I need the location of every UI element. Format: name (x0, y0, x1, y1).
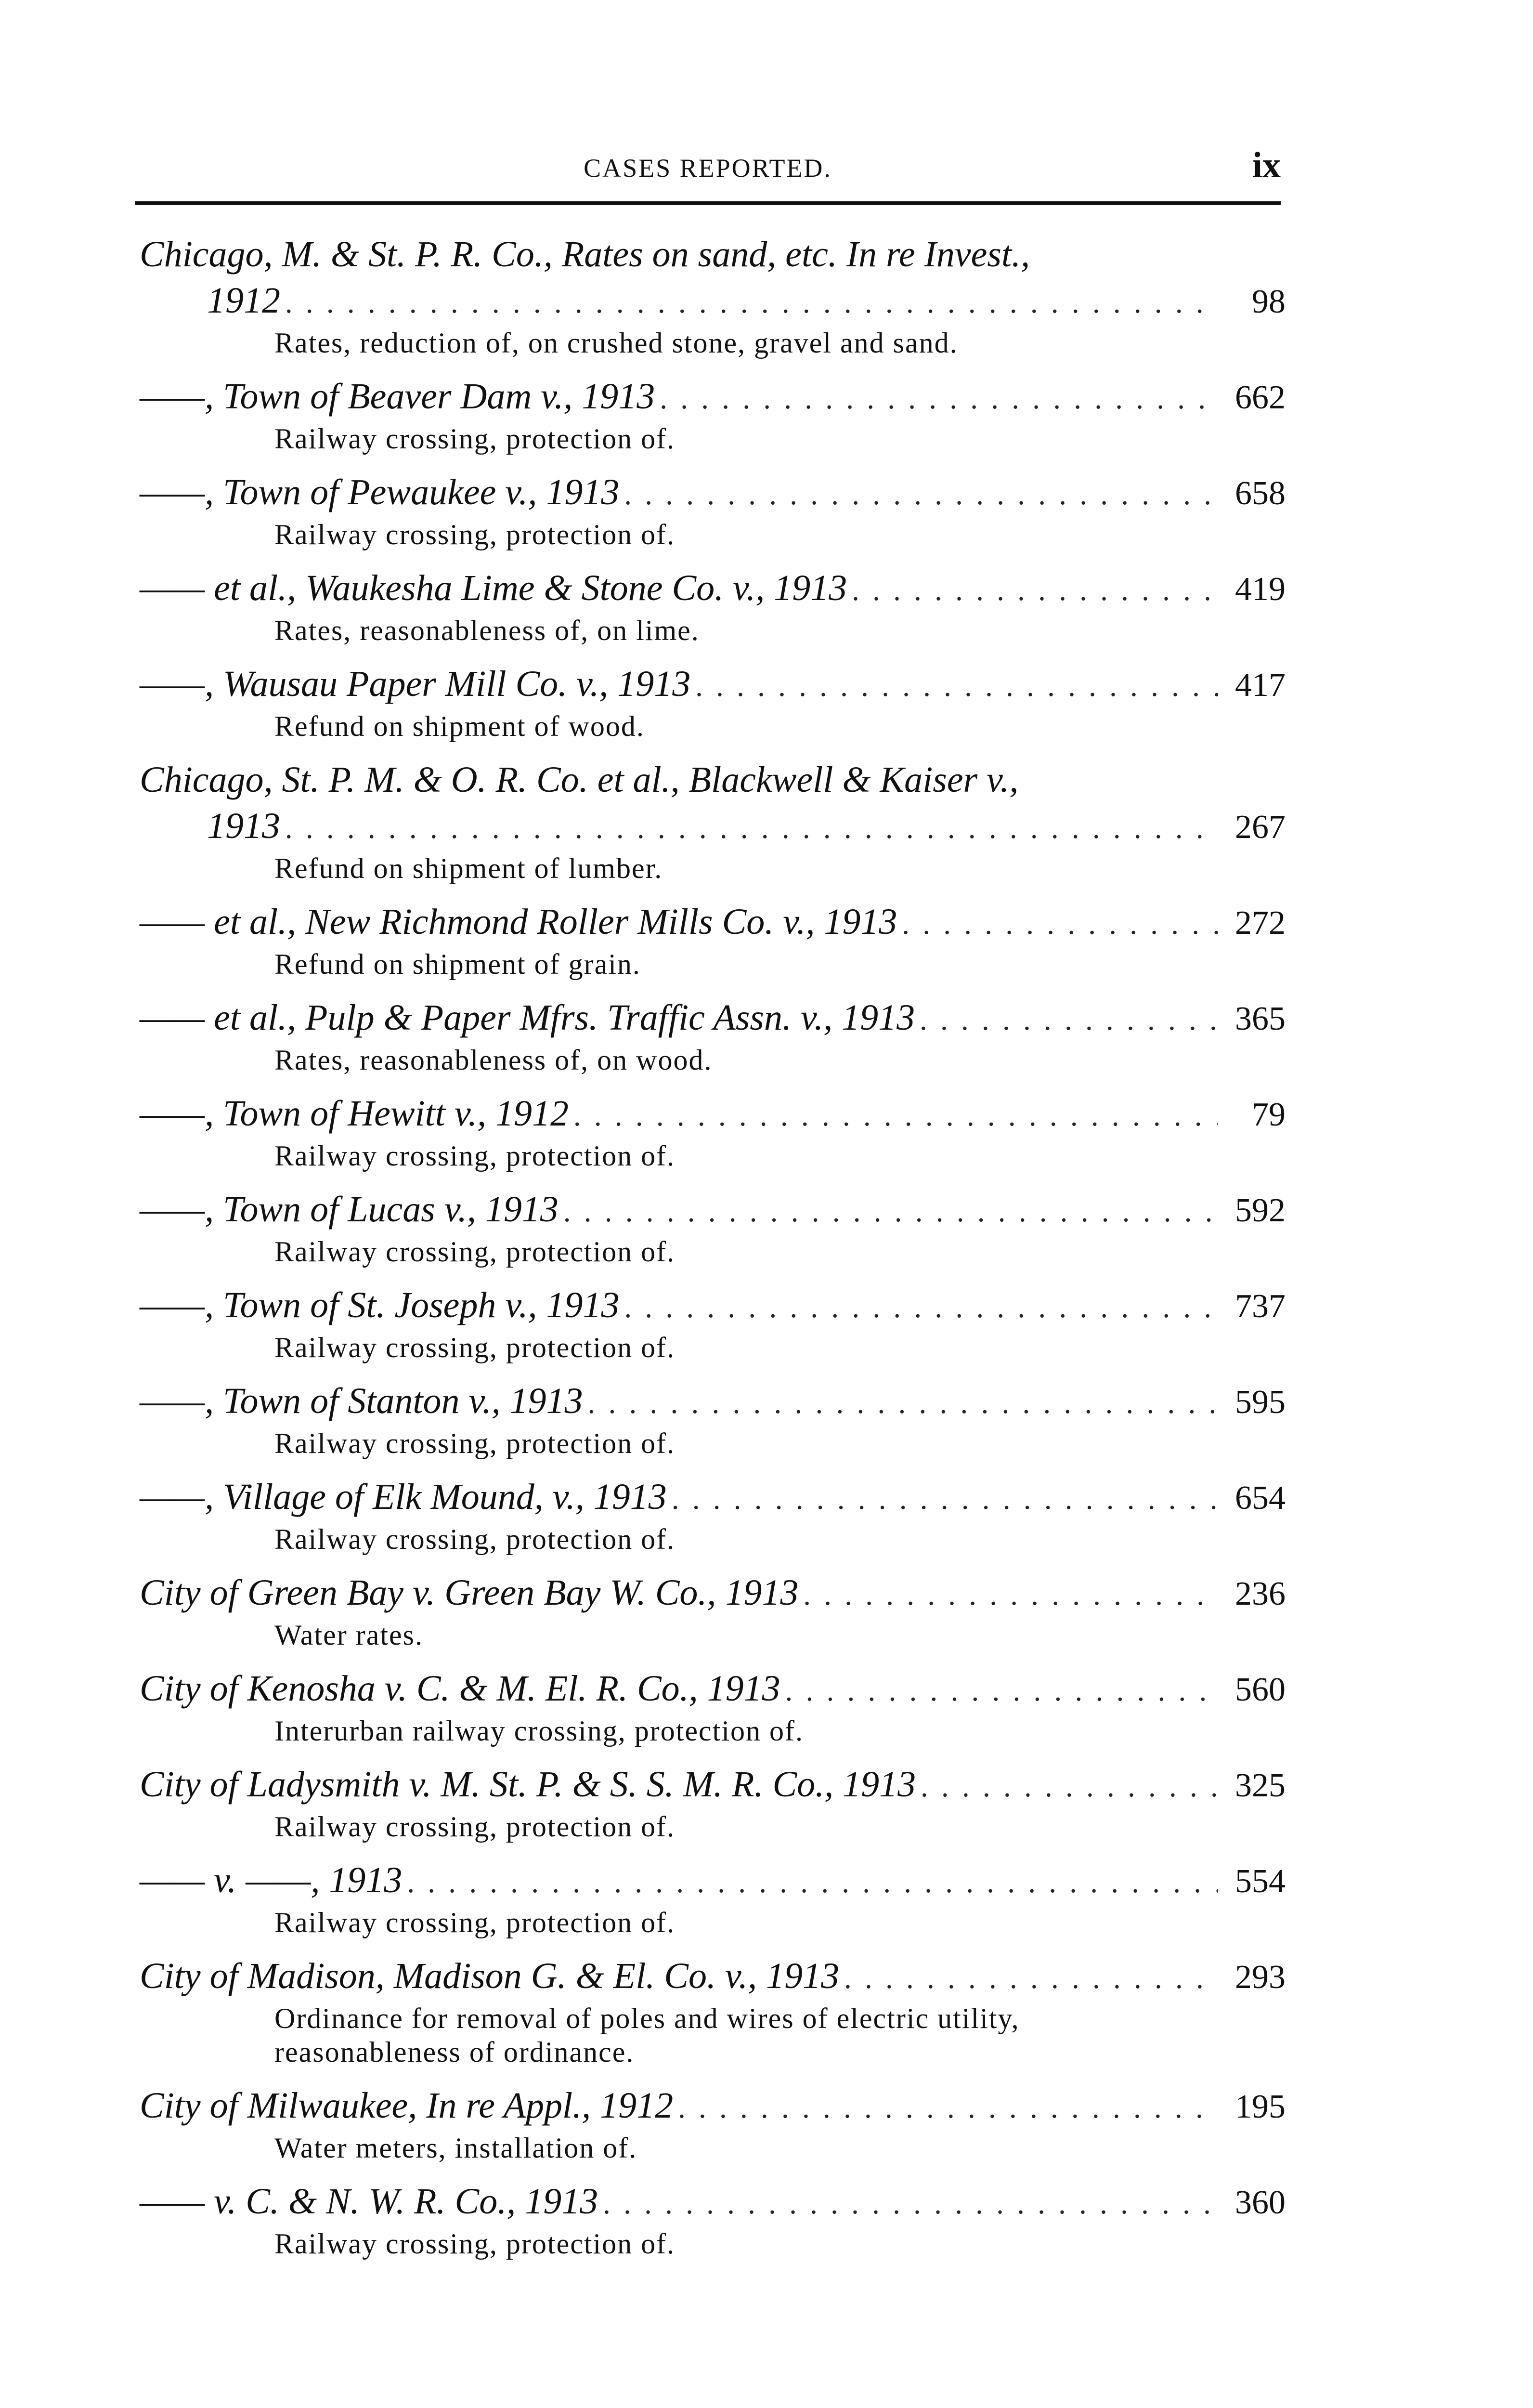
case-page: 79 (1252, 1096, 1286, 1133)
dot-leaders (285, 805, 1218, 851)
case-description: Railway crossing, protection of. (274, 1332, 676, 1363)
case-page: 560 (1235, 1671, 1286, 1708)
dot-leaders (672, 1476, 1218, 1522)
dot-leaders (921, 1764, 1218, 1810)
case-title: City of Milwaukee, In re Appl., 1912 (140, 2085, 674, 2126)
case-title-continued: 1912 (207, 280, 280, 321)
case-page: 272 (1235, 904, 1286, 942)
case-description: Railway crossing, protection of. (274, 1140, 676, 1172)
case-title: —— et al., New Richmond Roller Mills Co. v., 1913 (140, 902, 897, 942)
dot-leaders (920, 997, 1218, 1043)
case-title-line (140, 1761, 1286, 1810)
dot-leaders (603, 2181, 1218, 2227)
case-page: 595 (1235, 1384, 1286, 1421)
case-title-line (140, 1474, 1286, 1522)
case-entry (140, 1282, 1286, 1364)
case-description: Railway crossing, protection of. (274, 1907, 676, 1938)
case-entry (140, 661, 1286, 743)
case-title: City of Madison, Madison G. & El. Co. v., 1913 (140, 1956, 840, 1996)
case-page: 236 (1235, 1575, 1286, 1612)
case-entry (140, 899, 1286, 981)
case-entry (140, 1186, 1286, 1269)
case-title: ——, Village of Elk Mound, v., 1913 (140, 1477, 667, 1517)
case-list (140, 231, 1286, 2274)
case-title: ——, Town of Hewitt v., 1912 (140, 1093, 569, 1134)
case-description: Railway crossing, protection of. (274, 1236, 676, 1268)
case-title-line (140, 1857, 1286, 1906)
dot-leaders (660, 376, 1218, 422)
case-title-line (140, 1186, 1286, 1235)
case-title: City of Green Bay v. Green Bay W. Co., 1913 (140, 1572, 799, 1613)
case-page: 554 (1235, 1863, 1286, 1900)
case-entry (140, 565, 1286, 647)
case-title-line (140, 2082, 1286, 2131)
case-description: Railway crossing, protection of. (274, 2228, 676, 2260)
case-entry (140, 1378, 1286, 1460)
case-entry (140, 1090, 1286, 1173)
case-description: Rates, reduction of, on crushed stone, gravel and sand. (274, 327, 958, 359)
case-title-line (140, 899, 1286, 947)
dot-leaders (285, 280, 1218, 326)
case-page: 365 (1235, 1000, 1286, 1037)
dot-leaders (803, 1572, 1218, 1618)
case-entry (140, 1665, 1286, 1748)
case-description: Ordinance for removal of poles and wires of electric utility, reasonableness of ordinance. (274, 2002, 1020, 2068)
dot-leaders (563, 1189, 1218, 1235)
dot-leaders (844, 1955, 1218, 2002)
case-entry (140, 2178, 1286, 2261)
case-description: Railway crossing, protection of. (274, 423, 676, 455)
case-description: Interurban railway crossing, protection of. (274, 1715, 804, 1747)
case-title: —— et al., Pulp & Paper Mfrs. Traffic Assn. v., 1913 (140, 997, 915, 1038)
case-title: City of Ladysmith v. M. St. P. & S. S. M. R. Co., 1913 (140, 1764, 916, 1805)
case-title-continued: 1913 (207, 806, 280, 846)
case-title-line (140, 2178, 1286, 2227)
case-title: ——, Town of Lucas v., 1913 (140, 1189, 559, 1230)
case-description: Rates, reasonableness of, on lime. (274, 615, 700, 646)
dot-leaders (785, 1668, 1218, 1714)
dot-leaders (902, 901, 1218, 947)
case-entry (140, 231, 1286, 360)
case-entry (140, 1953, 1286, 2069)
page-header (135, 144, 1281, 207)
case-entry (140, 757, 1286, 885)
case-title: Chicago, St. P. M. & O. R. Co. et al., Blackwell & Kaiser v., (140, 759, 1019, 800)
case-description: Railway crossing, protection of. (274, 1811, 676, 1843)
dot-leaders (573, 1093, 1218, 1139)
page-number: ix (1252, 145, 1281, 185)
case-title: ——, Town of Stanton v., 1913 (140, 1381, 583, 1421)
case-title-line (140, 1570, 1286, 1618)
case-description: Water rates. (274, 1619, 423, 1651)
case-page: 293 (1235, 1959, 1286, 1996)
case-title: —— et al., Waukesha Lime & Stone Co. v., 1913 (140, 568, 847, 608)
case-description: Refund on shipment of wood. (274, 710, 645, 742)
case-title-line (140, 565, 1286, 614)
case-entry (140, 1761, 1286, 1844)
case-entry (140, 373, 1286, 456)
case-page: 267 (1235, 809, 1286, 846)
case-page: 654 (1235, 1479, 1286, 1517)
case-page: 195 (1235, 2088, 1286, 2125)
case-title-line (140, 231, 1286, 277)
dot-leaders (624, 471, 1218, 518)
case-title-line (140, 1378, 1286, 1426)
case-title: ——, Wausau Paper Mill Co. v., 1913 (140, 664, 691, 704)
case-title-line (140, 1953, 1286, 2002)
case-description: Water meters, installation of. (274, 2132, 637, 2164)
running-head: CASES REPORTED. (584, 154, 832, 183)
case-description: Rates, reasonableness of, on wood. (274, 1044, 713, 1076)
case-title: —— v. ——, 1913 (140, 1860, 403, 1900)
dot-leaders (624, 1284, 1219, 1331)
case-page: 417 (1235, 667, 1286, 704)
case-title-line (140, 277, 1286, 326)
case-entry (140, 1570, 1286, 1652)
case-entry (140, 469, 1286, 551)
case-title-line (140, 803, 1286, 851)
case-page: 737 (1235, 1288, 1286, 1325)
case-entry (140, 1857, 1286, 1939)
case-description: Refund on shipment of lumber. (274, 852, 663, 884)
case-title: City of Kenosha v. C. & M. El. R. Co., 1913 (140, 1668, 780, 1709)
case-page: 658 (1235, 475, 1286, 512)
case-entry (140, 995, 1286, 1077)
case-entry (140, 2082, 1286, 2165)
case-title: ——, Town of Pewaukee v., 1913 (140, 472, 620, 512)
case-page: 325 (1235, 1767, 1286, 1804)
case-page: 662 (1235, 379, 1286, 416)
case-title: ——, Town of St. Joseph v., 1913 (140, 1285, 620, 1325)
case-page: 98 (1252, 283, 1286, 320)
case-description: Railway crossing, protection of. (274, 519, 676, 550)
case-page: 592 (1235, 1192, 1286, 1229)
case-title: —— v. C. & N. W. R. Co., 1913 (140, 2181, 598, 2222)
case-entry (140, 1474, 1286, 1556)
dot-leaders (588, 1380, 1218, 1426)
dot-leaders (695, 663, 1218, 709)
case-page: 419 (1235, 571, 1286, 608)
case-title: Chicago, M. & St. P. R. Co., Rates on sand, etc. In re Invest., (140, 234, 1030, 275)
dot-leaders (407, 1859, 1218, 1906)
case-title-line (140, 1282, 1286, 1331)
case-title-line (140, 469, 1286, 518)
case-description: Refund on shipment of grain. (274, 948, 641, 980)
dot-leaders (852, 567, 1218, 614)
dot-leaders (678, 2085, 1218, 2131)
case-title-line (140, 757, 1286, 803)
case-title-line (140, 1665, 1286, 1714)
case-description: Railway crossing, protection of. (274, 1427, 676, 1459)
case-description: Railway crossing, protection of. (274, 1523, 676, 1555)
case-title-line (140, 1090, 1286, 1139)
header-rule (135, 201, 1281, 205)
case-title-line (140, 661, 1286, 709)
case-page: 360 (1235, 2184, 1286, 2221)
case-title-line (140, 995, 1286, 1043)
case-title: ——, Town of Beaver Dam v., 1913 (140, 376, 655, 417)
case-title-line (140, 373, 1286, 422)
